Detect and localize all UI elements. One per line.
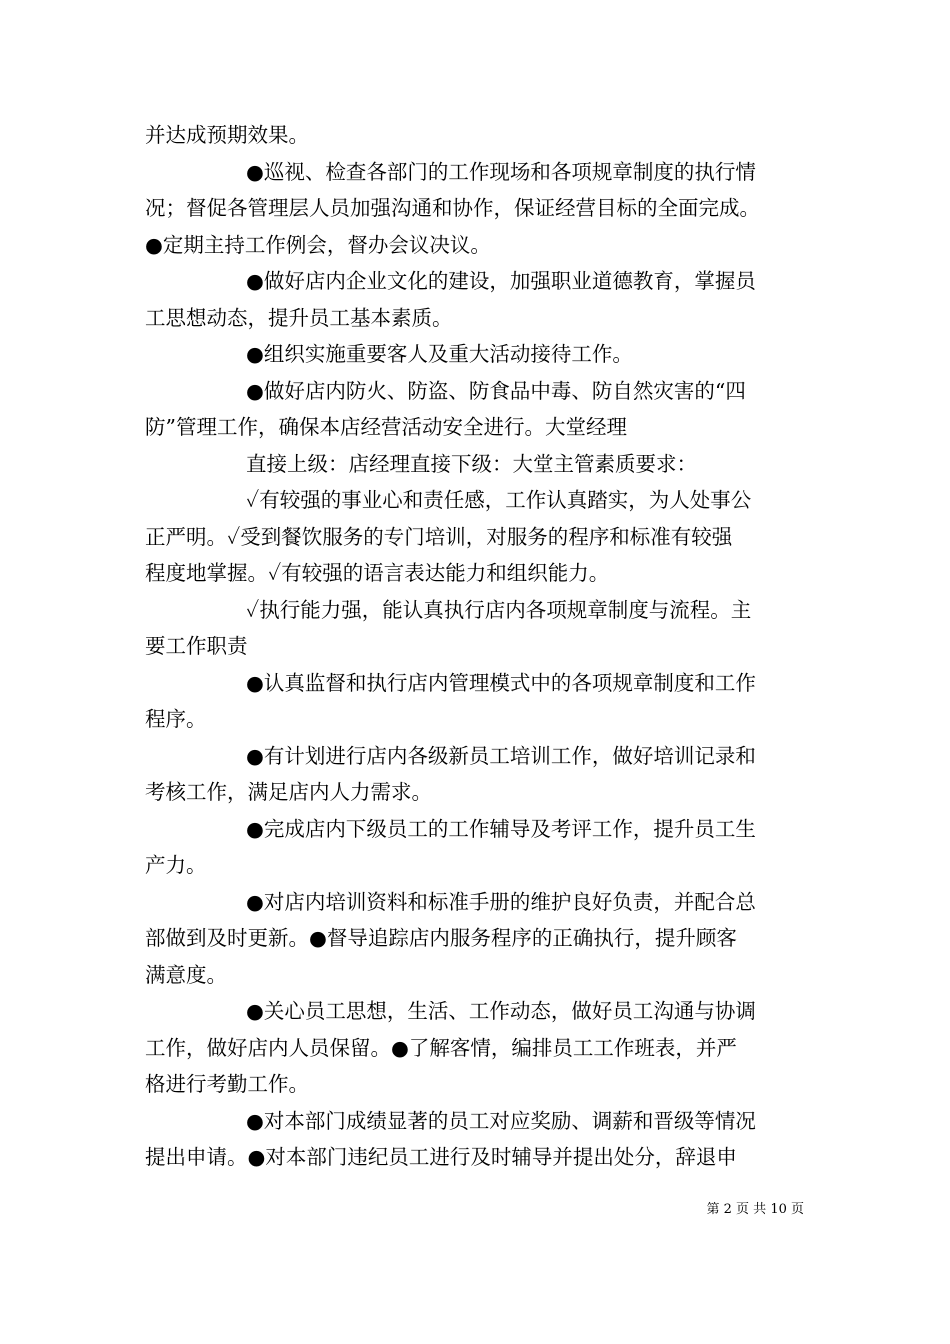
page-number-footer: 第 2 页 共 10 页: [706, 1202, 804, 1217]
text-line-23: 部做到及时更新。●督导追踪店内服务程序的正确执行，提升顾客: [145, 926, 737, 950]
text-line-8: ●做好店内防火、防盗、防食品中毒、防自然灾害的“四: [246, 378, 746, 403]
text-line-3: 况；督促各管理层人员加强沟通和协作，保证经营目标的全面完成。: [145, 196, 760, 220]
text-line-25: ●关心员工思想，生活、工作动态，做好员工沟通与协调: [246, 999, 756, 1023]
text-line-20: ●完成店内下级员工的工作辅导及考评工作，提升员工生: [246, 816, 756, 841]
text-line-21: 产力。: [145, 853, 207, 877]
text-line-19: 考核工作，满足店内人力需求。: [145, 780, 432, 804]
text-line-12: 正严明。✓受到餐饮服务的专门培训，对服务的程序和标准有较强: [145, 524, 733, 549]
text-line-2: ●巡视、检查各部门的工作现场和各项规章制度的执行情: [246, 159, 756, 184]
text-line-11: ✓有较强的事业心和责任感，工作认真踏实，为人处事公: [246, 488, 752, 512]
text-line-27: 格进行考勤工作。: [145, 1072, 309, 1096]
text-line-15: 要工作职责: [145, 634, 248, 658]
text-line-22: ●对店内培训资料和标准手册的维护良好负责，并配合总: [246, 889, 756, 914]
text-line-28: ●对本部门成绩显著的员工对应奖励、调薪和晋级等情况: [246, 1108, 756, 1133]
text-line-14: ✓执行能力强，能认真执行店内各项规章制度与流程。主: [246, 597, 752, 622]
text-line-1: 并达成预期效果。: [145, 123, 309, 147]
text-line-7: ●组织实施重要客人及重大活动接待工作。: [246, 342, 633, 366]
text-line-18: ●有计划进行店内各级新员工培训工作，做好培训记录和: [246, 743, 756, 768]
text-line-16: ●认真监督和执行店内管理模式中的各项规章制度和工作: [246, 670, 756, 695]
text-line-26: 工作，做好店内人员保留。●了解客情，编排员工工作班表，并严: [145, 1035, 737, 1060]
text-line-29: 提出申请。●对本部门违纪员工进行及时辅导并提出处分，辞退申: [145, 1145, 737, 1169]
text-line-17: 程序。: [145, 707, 207, 731]
text-line-10: 直接上级：店经理直接下级：大堂主管素质要求：: [246, 451, 697, 476]
text-line-24: 满意度。: [145, 962, 227, 987]
text-line-6: 工思想动态，提升员工基本素质。: [145, 305, 453, 330]
text-line-13: 程度地掌握。✓有较强的语言表达能力和组织能力。: [145, 561, 610, 585]
text-line-5: ●做好店内企业文化的建设，加强职业道德教育，掌握员: [246, 269, 756, 293]
text-line-4: ●定期主持工作例会，督办会议决议。: [145, 232, 491, 257]
body-text: [145, 117, 810, 1176]
text-line-9: 防”管理工作，确保本店经营活动安全进行。大堂经理: [145, 415, 627, 439]
